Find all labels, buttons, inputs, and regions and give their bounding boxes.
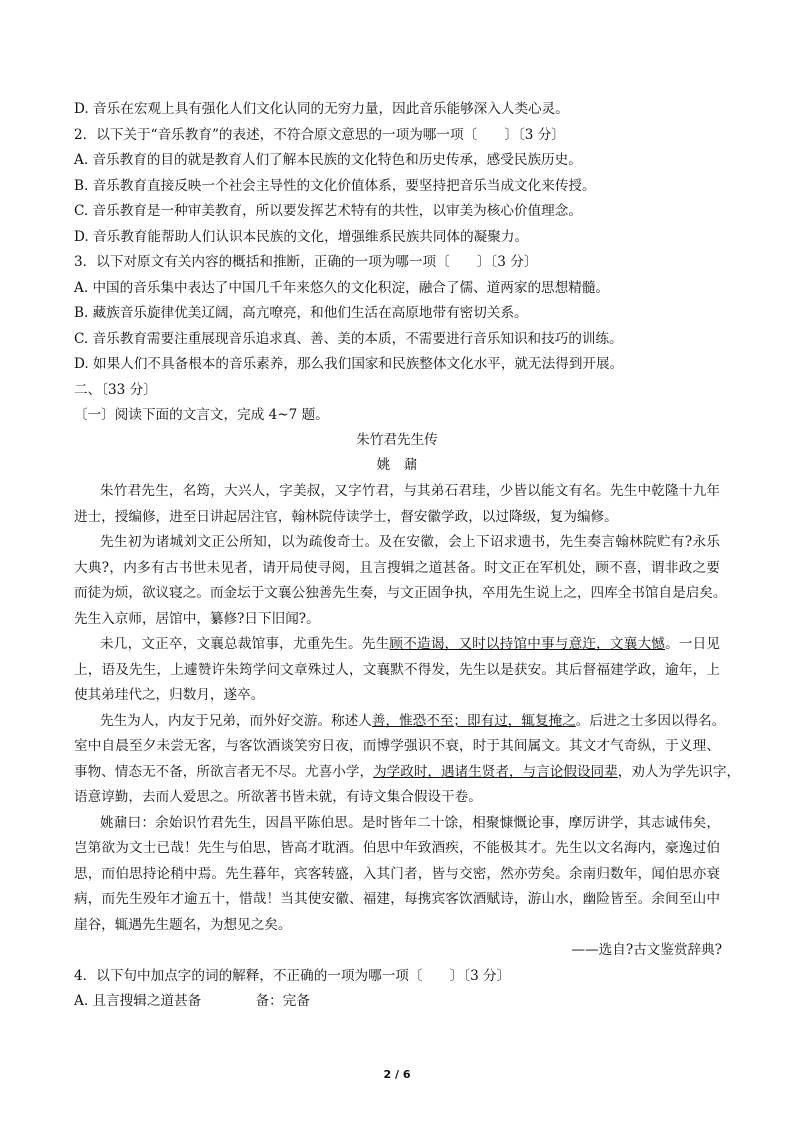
underlined-phrase: 为学政时，遇诸生贤者，与言论假设同辈 xyxy=(373,764,618,780)
passage-line: 语意谆勤，去而人爱思之。所欲著书皆未就，有诗文集合假设干卷。 xyxy=(74,789,482,805)
option-line: C. 音乐教育需要注重展现音乐追求真、善、美的本质，不需要进行音乐知识和技巧的训练。 xyxy=(74,331,623,347)
text-segment: 。一日见 xyxy=(665,636,721,652)
passage-line: 而徒为烦，欲议寝之。而金坛于文襄公独善先生奏，与文正固争执，卒用先生说上之，四库全书馆自是启矣。 xyxy=(74,585,727,601)
passage-line: 思，而伯思持论稍中焉。先生暮年，宾客转盛，入其门者，皆与交密，然亦劳矣。余南归数年，闻伯思亦衰 xyxy=(74,866,720,882)
passage-line: 岂第欲为文士已哉！先生与伯思，皆高才耽酒。伯思中年致酒疾，不能极其才。先生以文名海内，豪逸过伯 xyxy=(74,840,720,856)
passage-line: 大典?，内多有古书世未见者，请开局使寻阅，且言搜辑之道甚备。时文正在军机处，顾不喜，谓非政之要 xyxy=(74,560,720,576)
section-instruction: 〔一〕阅读下面的文言文，完成 4~7 题。 xyxy=(74,407,329,423)
passage-line: 室中自晨至夕未尝无客，与客饮酒谈笑穷日夜，而博学强识不衰，时于其间属文。其文才气奇纵，于义理、 xyxy=(74,738,720,754)
text-segment: 先生为人，内友于兄弟，而外好交游。称述人 xyxy=(100,713,372,729)
passage-line: 上，语及先生，上遽赞许朱筠学问文章殊过人，文襄默不得发，先生以是获安。其后督福建学政，逾年，上 xyxy=(74,662,720,678)
question-3: 3．以下对原文有关内容的概括和推断，正确的一项为哪一项〔 〕〔3 分〕 xyxy=(74,254,538,270)
question-4: 4．以下句中加点字的词的解释，不正确的一项为哪一项〔 〕〔3 分〕 xyxy=(74,968,511,984)
passage-line: 先生入京师，居馆中，纂修?日下旧闻?。 xyxy=(74,611,320,627)
option-line: B. 音乐教育直接反映一个社会主导性的文化价值体系，要坚持把音乐当成文化来传授。 xyxy=(74,178,596,194)
passage-line: 崖谷，辄遇先生题名，为想见之矣。 xyxy=(74,917,292,933)
text-line: D. 音乐在宏观上具有强化人们文化认同的无穷力量，因此音乐能够深入人类心灵。 xyxy=(74,101,569,117)
passage-line: 病，而先生殁年才逾五十，惜哉！当其使安徽、福建，每携宾客饮酒赋诗，游山水，幽险皆至。余间至山中 xyxy=(74,891,720,907)
text-segment: 。后进之士多因以得名。 xyxy=(575,713,726,729)
text-segment: 未几，文正卒，文襄总裁馆事，尤重先生。先生 xyxy=(100,636,390,652)
option-line: A. 且言搜辑之道甚备 备：完备 xyxy=(74,993,310,1009)
option-line: C. 音乐教育是一种审美教育，所以要发挥艺术特有的共性，以审美为核心价值理念。 xyxy=(74,203,582,219)
passage-line: 朱竹君先生，名筠，大兴人，字美叔，又字竹君，与其弟石君珪，少皆以能文有名。先生中乾隆十九年 xyxy=(100,483,720,499)
passage-title: 朱竹君先生传 xyxy=(356,432,438,448)
underlined-phrase: 顾不造谒，又时以持馆中事与意迕，文襄大憾 xyxy=(389,636,666,652)
underlined-phrase: 善，惟恐不至；即有过，辄复掩之 xyxy=(371,713,576,729)
passage-line: 先生初为诸城刘文正公所知，以为疏俊奇士。及在安徽，会上下诏求遗书，先生奏言翰林院贮有?永乐 xyxy=(100,534,720,550)
text-segment: 事物、情态无不备，所欲言者无不尽。尤喜小学， xyxy=(74,764,374,780)
section-heading: 二、〔33 分〕 xyxy=(74,382,157,398)
option-line: A. 中国的音乐集中表达了中国几千年来悠久的文化积淀，融合了儒、道两家的思想精髓。 xyxy=(74,280,610,296)
page-number: 2 / 6 xyxy=(383,1068,411,1081)
option-line: D. 音乐教育能帮助人们认识本民族的文化，增强维系民族共同体的凝聚力。 xyxy=(74,229,529,245)
text-segment: ，劝人为学先识字， xyxy=(617,764,741,780)
question-2: 2．以下关于“音乐教育”的表述，不符合原文意思的一项为哪一项〔 〕〔3 分〕 xyxy=(74,127,565,143)
option-line: D. 如果人们不具备根本的音乐素养，那么我们国家和民族整体文化水平，就无法得到开展。 xyxy=(74,356,624,372)
passage-line xyxy=(74,762,741,782)
passage-line: 进士，授编修，进至日讲起居注官，翰林院侍读学士，督安徽学政，以过降级，复为编修。 xyxy=(74,509,618,525)
option-line: B. 藏族音乐旋律优美辽阔，高亢嘹亮，和他们生活在高原地带有密切关系。 xyxy=(74,305,528,321)
passage-line: 使其弟珪代之，归数月，遂卒。 xyxy=(74,687,265,703)
passage-line xyxy=(100,634,720,654)
passage-line xyxy=(100,711,726,731)
passage-source: ——选自?古文鉴赏辞典? xyxy=(571,942,722,958)
passage-line: 姚鼐曰：余始识竹君先生，因昌平陈伯思。是时皆年二十馀，相聚慷慨论事，摩厉讲学，其志诚伟矣， xyxy=(100,815,720,831)
passage-author: 姚 鼐 xyxy=(376,457,418,473)
option-line: A. 音乐教育的目的就是教育人们了解本民族的文化特色和历史传承，感受民族历史。 xyxy=(74,152,582,168)
